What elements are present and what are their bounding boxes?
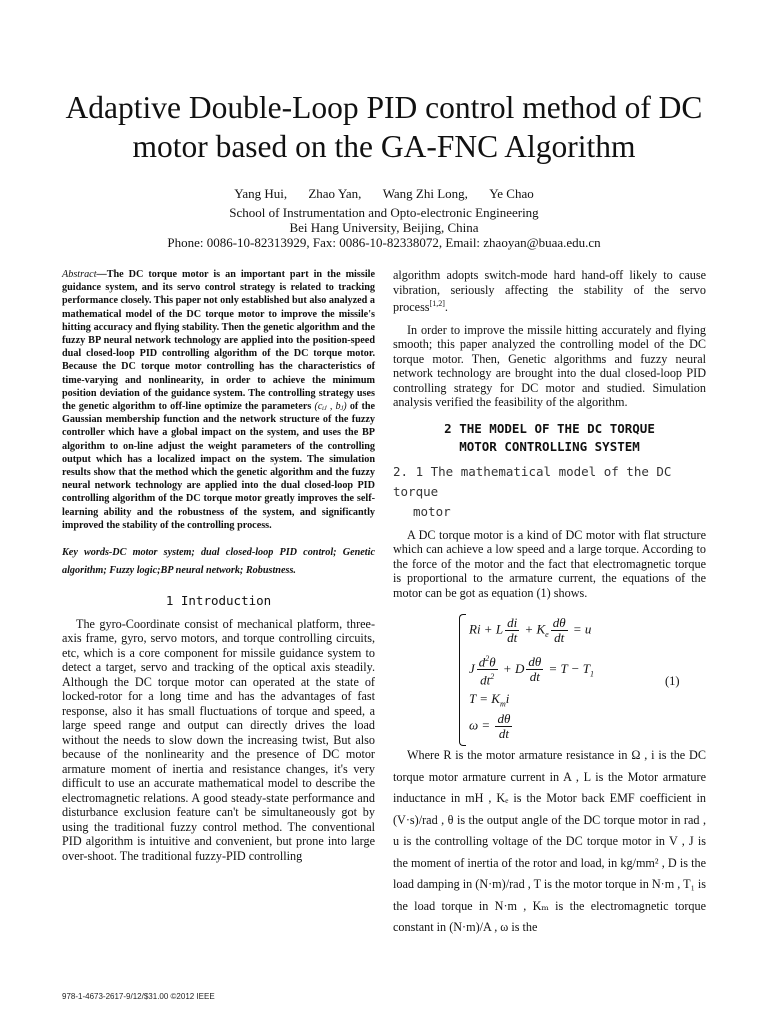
section-heading-model-line-2: MOTOR CONTROLLING SYSTEM	[459, 438, 640, 454]
paragraph-motivation: In order to improve the missile hitting accurately and flying smooth; this paper analyzed the controlling model of the DC torque motor. Then, Genetic algorithms and fuzzy neural network technology are brought into the dual closed-loop PID controlling strategy for DC motor and studied. Simulation analysis verified the feasibility of the algorithm.	[393, 322, 706, 410]
section-heading-model-line-1: 2 THE MODEL OF THE DC TORQUE	[444, 420, 655, 436]
abstract-text-2: of the Gaussian membership function and the network structure of the fuzzy controller which have a global impact on the system, and uses the BP algorithm to on-line adjust the weight parameters of the controlling output which has a localized impact on the system. The simulation results show that the method which the genetic algorithm and the fuzzy neural network technology are applied into the dual closed-loop PID controlling algorithm of the DC torque motor greatly improves the self-learning ability and the robustness of the system, and significantly improved the stability of the controlling process.	[62, 401, 376, 531]
affiliation-university: Bei Hang University, Beijing, China	[289, 220, 479, 235]
author-name: Ye Chao	[489, 186, 534, 201]
variable-definitions: Where R is the motor armature resistance in Ω , i is the DC torque motor armature current in A , L is the Motor armature inductance in mH , Kₑ is the Motor back EMF coefficient in (V·s)/rad , θ is the output angle of the DC torque motor in rad , u is the controlling voltage of the DC torque motor in V , J is the moment of inertia of the rotor and load, in kg/mm² , D is the load damping in (N·m)/rad , T is the motor torque in N·m , T₁ is the load torque in N·m , Kₘ is the electromagnetic torque constant in (N·m)/A , ω is the	[393, 748, 706, 934]
equation-line-4: ω = $\frac{d\theta}{dt}$	[469, 711, 511, 741]
citation: [1,2]	[429, 299, 445, 308]
paper-title	[40, 88, 728, 166]
abstract	[62, 268, 375, 532]
model-paragraph: A DC torque motor is a kind of DC motor with flat structure which can achieve a low speed and a large torque. According to the force of the motor and the fact that electromagnetic torque is proportional to the armature current, the equations of the motor can be got as equation (1) shows.	[393, 527, 706, 600]
equation-line-3: $T = K_mi$	[469, 691, 510, 709]
section-heading-model	[393, 420, 706, 456]
title-line-2: motor based on the GA-FNC Algorithm	[132, 129, 636, 164]
title-line-1: Adaptive Double-Loop PID control method of DC	[65, 90, 703, 125]
right-column	[393, 268, 706, 600]
equation-brace	[459, 614, 466, 746]
abstract-lead: Abstract	[62, 269, 97, 280]
left-column	[62, 268, 375, 863]
introduction-paragraph: The gyro-Coordinate consist of mechanical platform, three-axis frame, gyro, servo motors, and torque controlling circuits, etc, which is a core component for missile guidance system to detect a target, servo and tracking of the optical axis steadily. Although the DC torque motor can operated at the state of locked-rotor for a long time and has the advantages of fast response, also it has small fluctuations of torque and speed, a large speed range and output can directly drives the load without the needs to slow down the increasing twist, But also because of the nonlinearity and the presence of DC motor armature moment of inertia and resistance changes, it's very difficult to use an accurate mathematical model to describe the electromagnetic relations. A good steady-state performance and disturbance exclusion feature can't be simultaneously got by using the traditional fuzzy control method. The conventional PID algorithm is intuitive and convenient, but prone into large over-shoot. The traditional fuzzy-PID controlling	[62, 616, 375, 863]
contact-info: Phone: 0086-10-82313929, Fax: 0086-10-82338072, Email: zhaoyan@buaa.edu.cn	[167, 235, 601, 250]
equation-line-1: Ri + L $\frac{di}{dt}$ + $K_e$ $\frac{d\theta}{dt}$ = u	[469, 615, 592, 645]
copyright-footer: 978-1-4673-2617-9/12/$31.00 ©2012 IEEE	[62, 992, 215, 1001]
subsection-heading	[393, 462, 706, 522]
where-paragraph	[393, 745, 706, 939]
section-heading-introduction: 1 Introduction	[165, 593, 272, 609]
author-name: Zhao Yan,	[308, 186, 362, 201]
author-list	[60, 186, 708, 202]
paragraph-continuation-text: algorithm adopts switch-mode hard hand-off likely to cause vibration, seriously affecting the stability of the servo process	[393, 268, 706, 315]
author-name: Yang Hui,	[234, 186, 288, 201]
abstract-text-1: —The DC torque motor is an important part in the missile guidance system, and its servo control strategy is related to tracking performance closely. This paper not only established but also analyzed a mathematical model of the DC torque motor to improve the missile's hitting accuracy and flying stability. Then the genetic algorithm and the fuzzy BP neural network technology are applied into the position-speed dual closed-loop PID controlling algorithm of the DC torque motor. Because the DC torque motor controlling has the characteristics of time-varying and nonlinearity, in order to achieve the minimum position deviation of the guidance system. The controlling strategy uses the genetic algorithm to off-line optimize the parameters	[62, 269, 375, 413]
paragraph-continuation: algorithm adopts switch-mode hard hand-off likely to cause vibration, seriously affecting the stability of the servo process[1,2].	[393, 268, 706, 315]
subsection-heading-line-1: 2. 1 The mathematical model of the DC torque	[393, 463, 672, 499]
abstract-params: (cᵢⱼ , bⱼ)	[314, 401, 347, 413]
equation-number: (1)	[665, 674, 680, 688]
affiliation-school: School of Instrumentation and Opto-electronic Engineering	[229, 205, 539, 220]
equation-1	[455, 612, 715, 747]
keywords: Key words-DC motor system; dual closed-loop PID control; Genetic algorithm; Fuzzy logic;BP neural network; Robustness.	[62, 547, 375, 577]
author-name: Wang Zhi Long,	[382, 186, 468, 201]
equation-line-2: J $\frac{d^2\theta}{dt^2}$ + D $\frac{d\theta}{dt}$ = $T - T_1$	[469, 654, 595, 688]
subsection-heading-line-2: motor	[413, 503, 451, 519]
